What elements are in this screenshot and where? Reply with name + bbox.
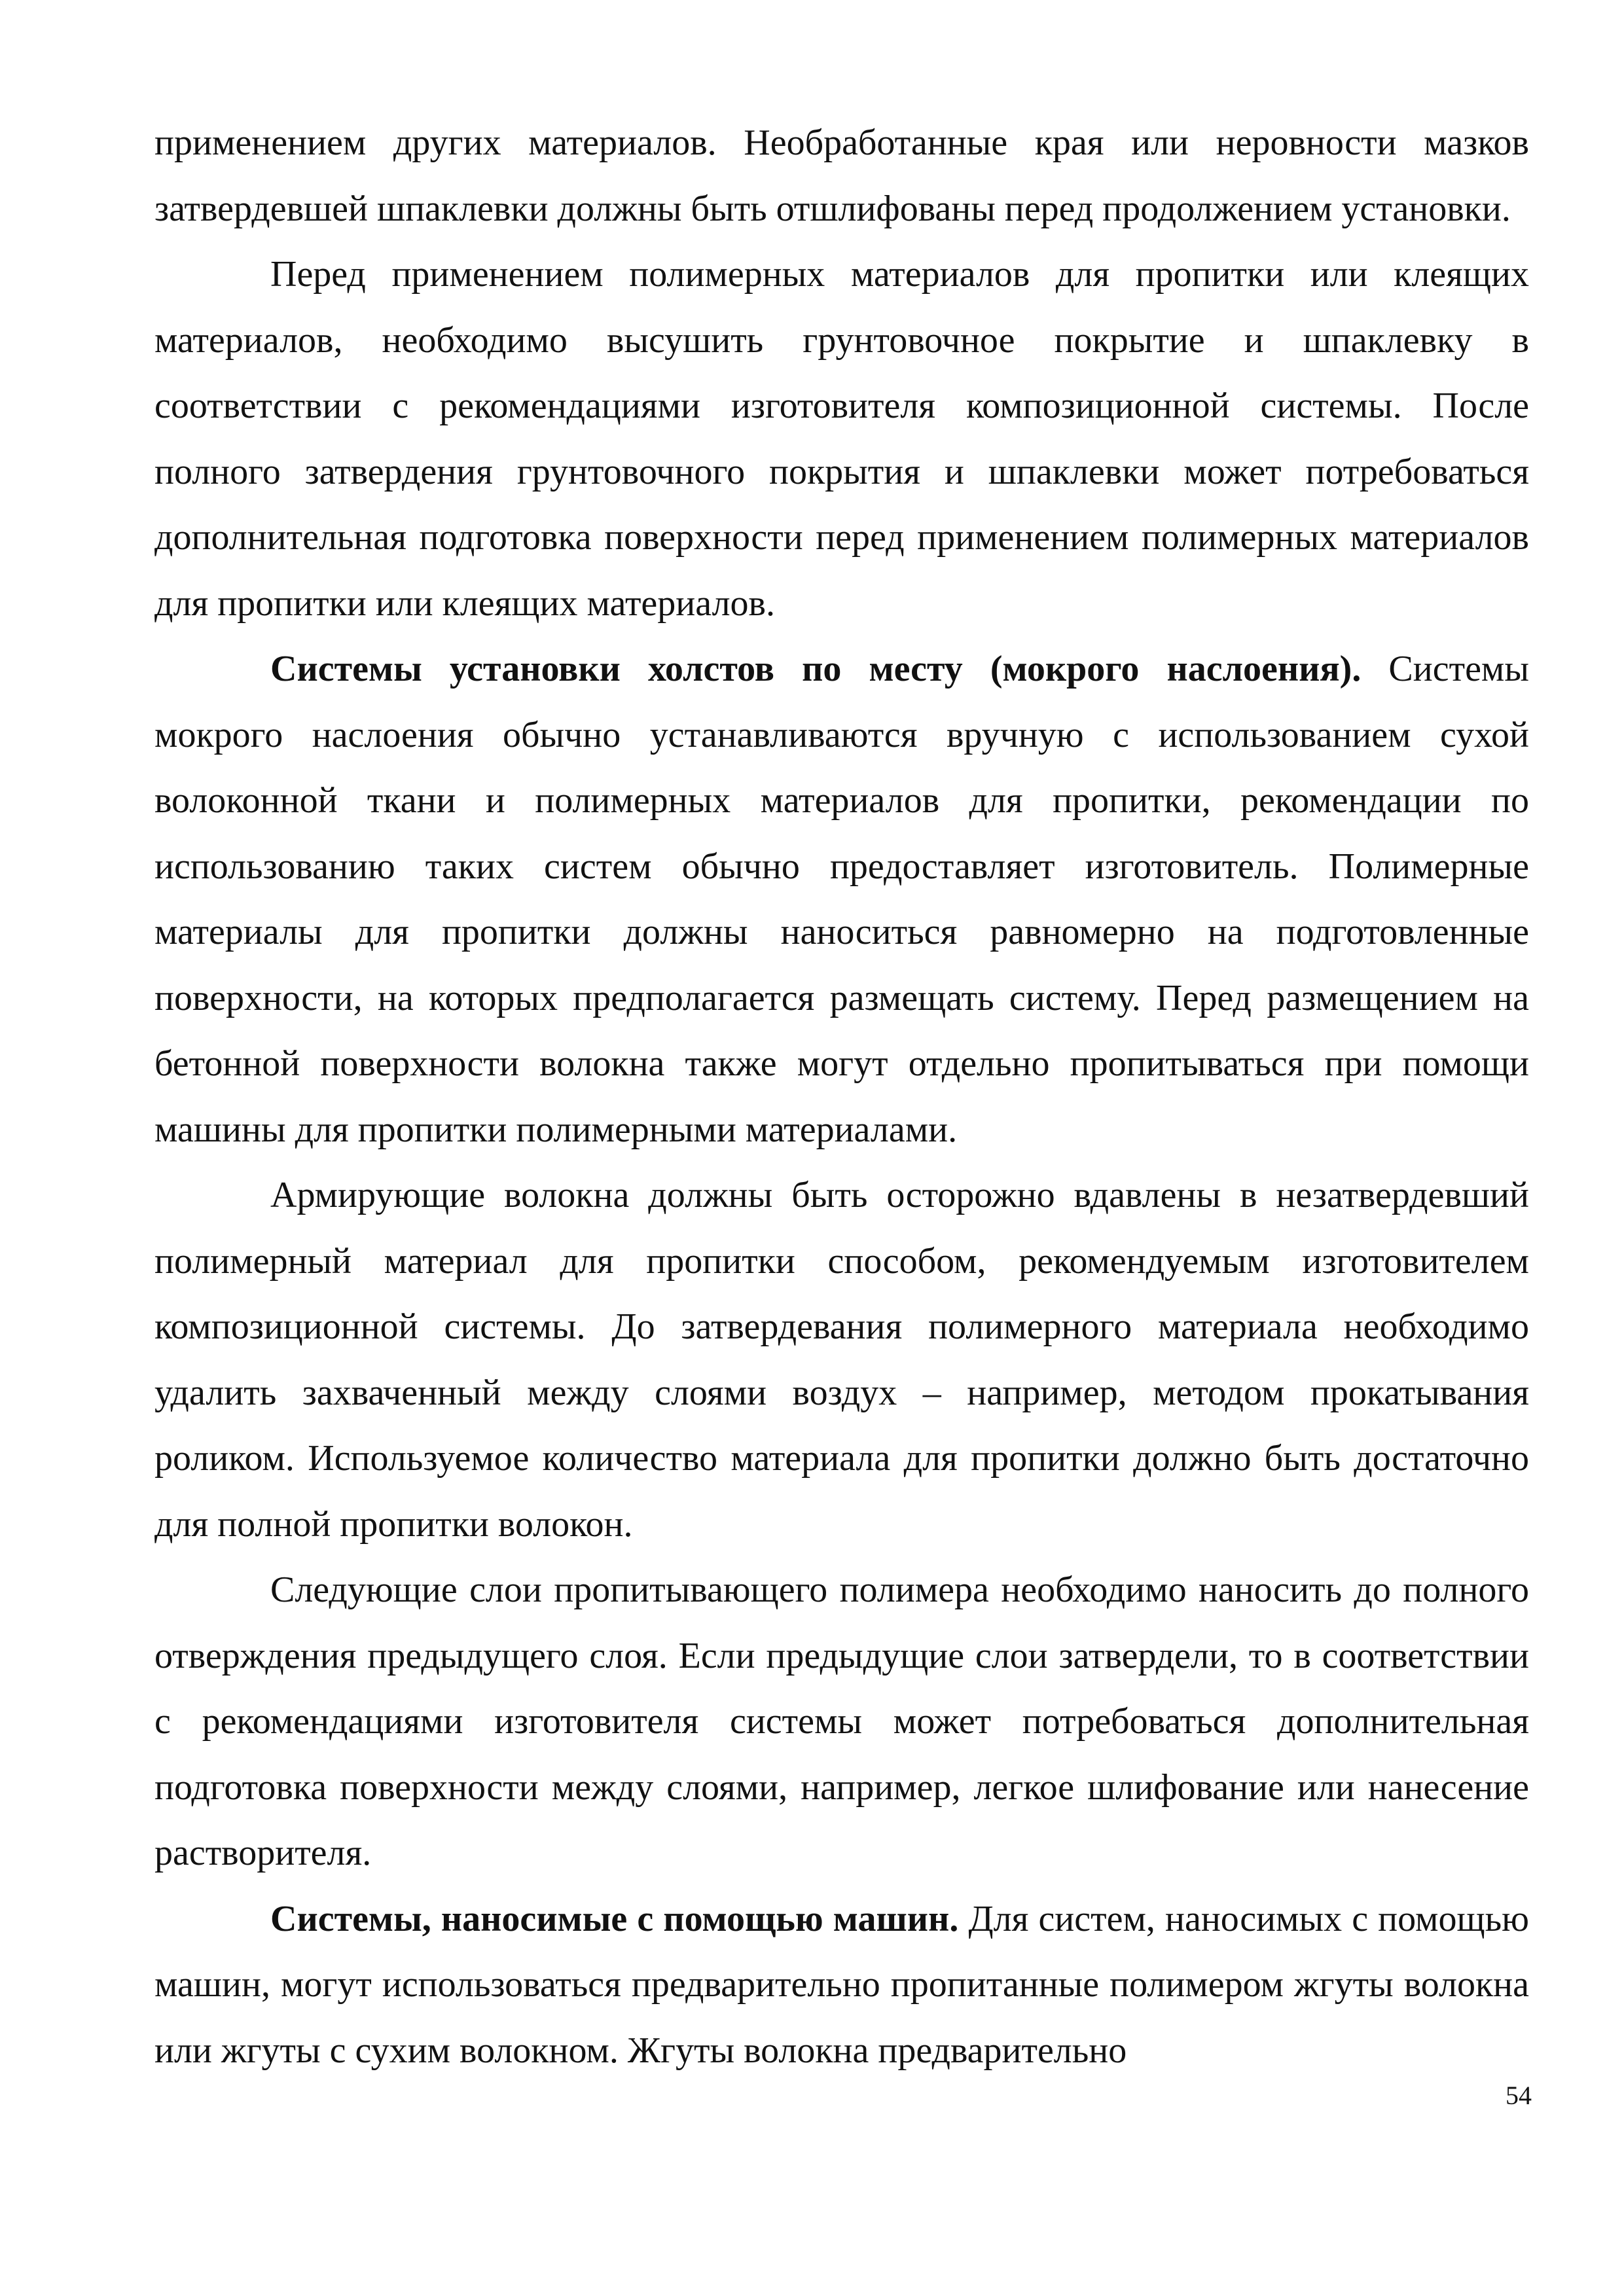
section-heading-machine-applied: Системы, наносимые с помощью машин. [270,1898,959,1939]
paragraph-3-text: Системы мокрого наслоения обычно устанавливаются вручную с использованием сухой волоконной ткани и полимерных материалов для пропитки, рекомендации по использованию таких систем обычно предоставляет изготовитель. Полимерные материалы для пропитки должны наноситься равномерно на подготовленные поверхности, на которых предполагается размещать систему. Перед размещением на бетонной поверхности волокна также могут отдельно пропитываться при помощи машины для пропитки полимерными материалами. [154,649,1529,1150]
paragraph-5-text: Следующие слои пропитывающего полимера необходимо наносить до полного отверждения предыдущего слоя. Если предыдущие слои затвердели, то в соответствии с рекомендациями изготовителя системы может потребоваться дополнительная подготовка поверхности между слоями, например, легкое шлифование или нанесение растворителя. [154,1570,1529,1873]
paragraph-3 [154,636,1529,1162]
paragraph-1 [154,110,1529,242]
paragraph-2 [154,242,1529,636]
paragraph-2-text: Перед применением полимерных материалов для пропитки или клеящих материалов, необходимо высушить грунтовочное покрытие и шпаклевку в соответствии с рекомендациями изготовителя композиционной системы. После полного затвердения грунтовочного покрытия и шпаклевки может потребоваться дополнительная подготовка поверхности перед применением полимерных материалов для пропитки или клеящих материалов. [154,254,1529,624]
paragraph-1-text: применением других материалов. Необработанные края или неровности мазков затвердевшей шпаклевки должны быть отшлифованы перед продолжением установки. [154,122,1529,229]
section-heading-wet-layup: Системы установки холстов по месту (мокрого наслоения). [270,649,1362,689]
paragraph-5 [154,1557,1529,1886]
paragraph-4-text: Армирующие волокна должны быть осторожно вдавлены в незатвердевший полимерный материал для пропитки способом, рекомендуемым изготовителем композиционной системы. До затвердевания полимерного материала необходимо удалить захваченный между слоями воздух – например, методом прокатывания роликом. Используемое количество материала для пропитки должно быть достаточно для полной пропитки волокон. [154,1175,1529,1545]
page-number: 54 [1506,2081,1532,2110]
paragraph-6 [154,1886,1529,2084]
paragraph-6-text: Для систем, наносимых с помощью машин, могут использоваться предварительно пропитанные полимером жгуты волокна или жгуты с сухим волокном. Жгуты волокна предварительно [154,1898,1529,2071]
paragraph-4 [154,1162,1529,1557]
document-body [154,110,1529,2083]
